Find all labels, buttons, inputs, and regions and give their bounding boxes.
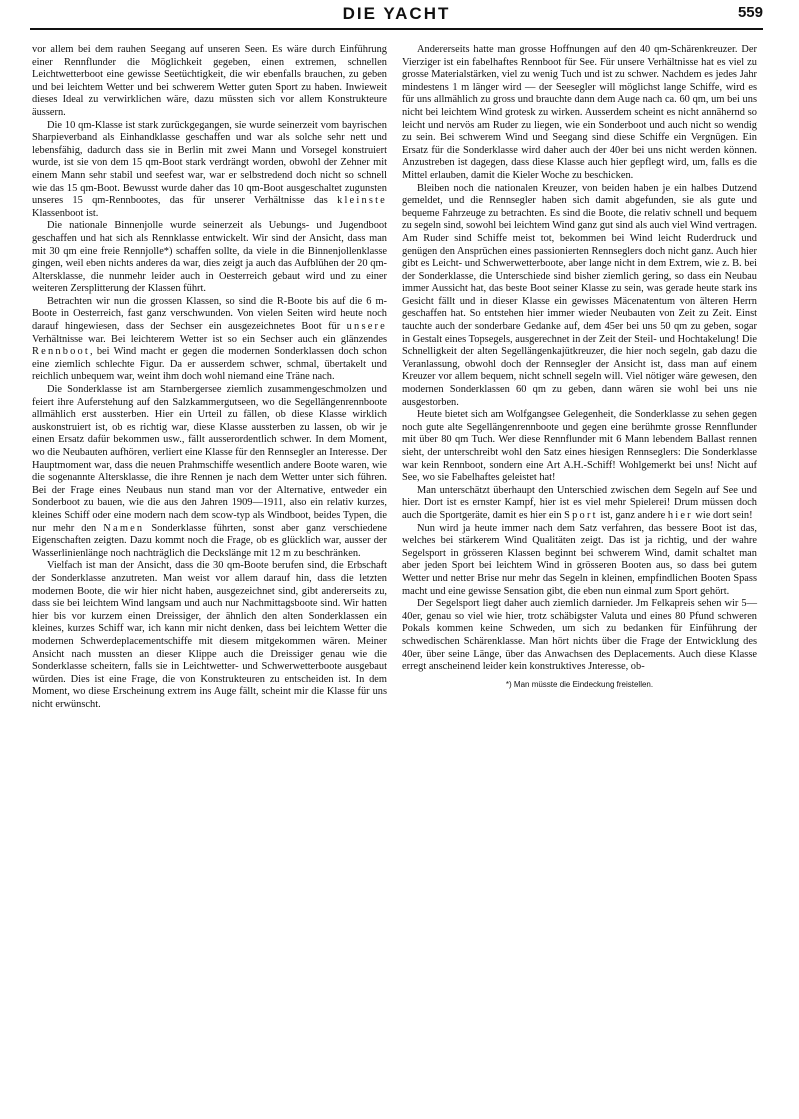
paragraph: Die Sonderklasse ist am Starnbergersee ziemlich zusammengeschmolzen und feiert ihre Auferstehung auf den Salzkammergutseen, wo die Segellängenrennboote allmählich erst aussterben. Hier ein Urteil zu fällen, ob diese Klasse wirklich auskonstruiert ist, ob es richtig war, diese Klasse aussterben zu lassen, ob wir je einen Ersatz dafür bekommen usw., fällt ausserordentlich schwer. In dem Moment, wo die Neubauten aufhören, verliert eine Klasse für den Rennsegler an Interesse. Der Hauptmoment war, dass die neuen Prahmschiffe wesentlich andere Boote waren, wie die sogenannte Altersklasse, die ihre Rennen je nach dem Wetter unter sich führen. Bei der Frage eines Neubaus nun stand man vor der Alternative, entweder ein Sonderboot zu bauen, wie die aus den Jahren 1909—1911, also ein relativ kurzes, kleines Schiff oder eine modern nach dem scow-typ als Windboot, beides Typen, die nur mehr den Namen Sonderklasse führten, sonst aber ganz verschiedene Eigenschaften zeigten. Dazu kommt noch die Frage, ob es glücklich war, ausser der Wasserlinienlänge noch nachträglich die Deckslänge mit 12 m zu beschränken. (32, 384, 387, 559)
spaced-emphasis: Sport (564, 509, 598, 521)
page-header (30, 4, 763, 30)
left-column (32, 44, 387, 711)
paragraph: vor allem bei dem rauhen Seegang auf unseren Seen. Es wäre durch Einführung einer Rennflunder die Möglichkeit gegeben, einen extremen, schnellen Leichtwetterboot eine gewisse Seetüchtigkeit, die wir ebenfalls brauchen, zu geben und bei leichtem Wetter und bei schwerem Wetter guten Sport zu haben. Inwieweit dieses Ideal zu verwirklichen wäre, dazu müssten sich vor allem Konstrukteure äussern. (32, 44, 387, 118)
page-number: 559 (737, 4, 763, 21)
footnote: *) Man müsste die Eindeckung freistellen. (505, 679, 654, 689)
spaced-emphasis: Rennboot (32, 346, 91, 358)
paragraph: Die nationale Binnenjolle wurde seinerzeit als Uebungs- und Jugendboot geschaffen und hat sich als Rennklasse entwickelt. Wir sind der Ansicht, dass man mit 30 qm eine freie Rennjolle*) schaffen sollte, da viele in die Binnenjollenklasse gingen, weil eben nichts anderes da war, dies zeigt ja auch das Aufblühen der 20 qm-Altersklasse, die nunmehr leider auch in Oesterreich gebaut wird und zu einer weiteren Zersplitterung der Klassen führt. (32, 220, 387, 295)
running-title: DIE YACHT (342, 4, 451, 23)
paragraph: Der Segelsport liegt daher auch ziemlich darnieder. Jm Felkapreis sehen wir 5—40er, genau so viel wie hier, trotz schäbigster Valuta und eines 80 Pfund schweren Pokals kommen keine Schweden, um sich zu bedanken für Einführung der schwedischen Schärenklasse. Man hört nichts über die Frage der Entwicklung des 40er, über seine Länge, über das Anwachsen des Deplacements. Auch diese Klasse erregt anscheinend leider kein konstruktives Jnteresse, ob- (402, 598, 757, 673)
spaced-emphasis: unsere (346, 321, 387, 333)
spaced-emphasis: Namen (103, 522, 145, 534)
spaced-emphasis: hier (667, 509, 693, 521)
paragraph: Andererseits hatte man grosse Hoffnungen auf den 40 qm-Schärenkreuzer. Der Vierziger ist ein fabelhaftes Rennboot für See. Für unsere Verhältnisse hat es viel zu grosse Materialstärken, viel zu wenig Tuch und ist zu schwer. Nachdem es jedes Jahr mindestens 1 m länger wird — der Seesegler will möglichst lange Schiffe, wird es für uns allmählich zu gross und brauchte dann dem Auge nach ca. 60 qm, um bei uns nicht bei leichtem Wind grotesk zu wirken. Ausserdem scheint es nicht annähernd so leicht und nervös am Ruder zu liegen, wie ein Sonderboot und auch nicht so wendig zu sein. Bei schwerem Wind und Seegang sind diese Schiffe ein Vergnügen. Ein Ersatz für die Sonderklasse wird daher auch der 40er bei uns nicht werden können. Anzustreben ist dagegen, dass diese Klasse auch hier gepflegt wird, um, falls es die Mittel erlauben, damit die Kieler Woche zu beschicken. (402, 44, 757, 181)
paragraph: Die 10 qm-Klasse ist stark zurückgegangen, sie wurde seinerzeit vom bayrischen Sharpieverband als Einhandklasse geschaffen und war als solche sehr nett und lebensfähig, dadurch dass sie in Berlin mit zwei Mann und Vorsegel konstruiert wurde, ist sie von dem 15 qm-Boot stark verdrängt worden, obwohl der Zehner mit einem Mann sehr stabil und seefest war, war er selbstredend doch nicht so schnell wie das 15 qm-Boot. Bewusst wurde daher das 10 qm-Boot ausgeschaltet zugunsten unseres 15 qm-Rennbootes, das für unserer Verhältnisse das kleinste Klassenboot ist. (32, 119, 387, 219)
paragraph: Man unterschätzt überhaupt den Unterschied zwischen dem Segeln auf See und hier. Dort ist es ernster Kampf, hier ist es viel mehr Spielerei! Drum müssen doch auch die Sportgeräte, damit es hier ein Sport ist, ganz andere hier wie dort sein! (402, 484, 757, 521)
paragraph: Bleiben noch die nationalen Kreuzer, von beiden haben je ein halbes Dutzend gemeldet, und die Rennsegler haben sich damit abgefunden, sie als gute und bequeme Fahrzeuge zu betrachten. Es sind die Boote, die relativ schnell und bequem zu segeln sind, sowohl bei leichtem Wind ganz gut sind als auch viel Wind vertragen. Am Ruder sind Schiffe meist tot, bekommen bei Wind leicht Ruderdruck und genügen den Ansprüchen eines passionierten Rennseglers doch nicht ganz. Auch hier gibt es Leicht- und Schwerwetterboote, aber lange nicht in dem Extrem, wie z. B. bei der Sonderklasse, die Unterschiede sind bisher ziemlich gering, so dass ein Neubau immer Aussicht hat, das beste Boot seiner Klasse zu sein, was gerade heute stark ins Gesicht fällt und in dieser Klasse ein gewisses Mäcenatentum von älteren Herrn geschaffen hat. So entstehen hier immer wieder Neubauten von Zeit zu Zeit. Einst tauchte auch der sonderbare Gedanke auf, dem 45er bei uns 50 qm zu geben, sogar in Gestalt eines Topsegels, ausgerechnet in der Zeit der Steil- und Hochtakelung! Die Schnelligkeit der alten Segellängenkajütkreuzer, die hier noch segeln, gab dazu die Veranlassung, obwohl doch der Rennsegler der Ansicht ist, dass man auf einem Kreuzer vor allem bequem, nicht schnell segeln will. Viel nötiger wäre gewesen, den modernen Sonderklassen 60 qm zu geben, dann wären sie wohl bei uns nie ausgestorben. (402, 182, 757, 408)
right-column (402, 44, 757, 690)
paragraph: Betrachten wir nun die grossen Klassen, so sind die R-Boote bis auf die 6 m-Boote in Oesterreich, fast ganz verschwunden. Von vielen Seiten wird heute noch darauf hingewiesen, dass der Sechser ein ausgezeichnetes Boot für unsere Verhältnisse war. Bei leichterem Wetter ist so ein Sechser auch ein glänzendes Rennboot, bei Wind macht er gegen die modernen Sonderklassen doch schon eine ziemlich schlechte Figur. Da er ausserdem schwer, schmal, übertakelt und reichlich unbequem war, weint ihm doch wohl niemand eine Träne nach. (32, 295, 387, 383)
paragraph: Heute bietet sich am Wolfgangsee Gelegenheit, die Sonderklasse zu sehen gegen noch gute alte Segellängenrennboote und gegen eine berühmte grosse Rennflunder mit über 80 qm Tuch. Wer diese Rennflunder mit 6 Mann lebendem Ballast rennen sieht, der unterschreibt wohl den Satz eines hiesigen Rennseglers: Die Sonderklasse war kein Rennboot, sondern eine Art A.H.-Schiff! Wohlgemerkt bei uns! Nicht auf See, wo sie Fabelhaftes geleistet hat! (402, 409, 757, 484)
paragraph: Vielfach ist man der Ansicht, dass die 30 qm-Boote berufen sind, die Erbschaft der Sonderklasse anzutreten. Man weist vor allem darauf hin, dass die letzten modernen Boote, die wir hier nicht haben, ausgezeichnet sind, gibt andererseits zu, dass sie bei leichtem Wind langsam und auch nur Nachmittagsboote sind. Wir hatten hier bis vor kurzem einen Dreissiger, der ähnlich den alten Sonderklassen ein kleines, kurzes Schiff war, ich kann mir nicht denken, dass bei leichtem Wetter die modernen Schwerdeplacementschiffe mit diesem mitgekommen wären. Meiner Ansicht nach mussten an dieser Klippe auch die Dreissiger genau wie die Sonderklasse scheitern, falls sie in Leichtwetter- und Schwerwetterboote ausgebaut würden. Dies ist eine Frage, die von Konstrukteuren zu entscheiden ist. In dem Moment, wo diese Erscheinung extrem ins Auge fällt, scheint mir die Klasse für uns nicht erwünscht. (32, 560, 387, 710)
header-rule (30, 28, 763, 30)
spaced-emphasis: kleinste (337, 195, 387, 207)
paragraph: Nun wird ja heute immer nach dem Satz verfahren, das bessere Boot ist das, welches bei stärkerem Wind Qualitäten zeigt. Das ist ja richtig, und der wahre Segelsport in grösseren Klassen beginnt bei schwerem Wind, damit schaltet man aber jeden Sport bei leichtem Wind in grösseren Booten aus, so dass bei gutem Wetter und netter Brise nur mehr das Segeln in kleinen, empfindlichen Booten Spass macht und eine gewisse Sensation gibt, die eben nun einmal zum Sport gehört. (402, 522, 757, 597)
